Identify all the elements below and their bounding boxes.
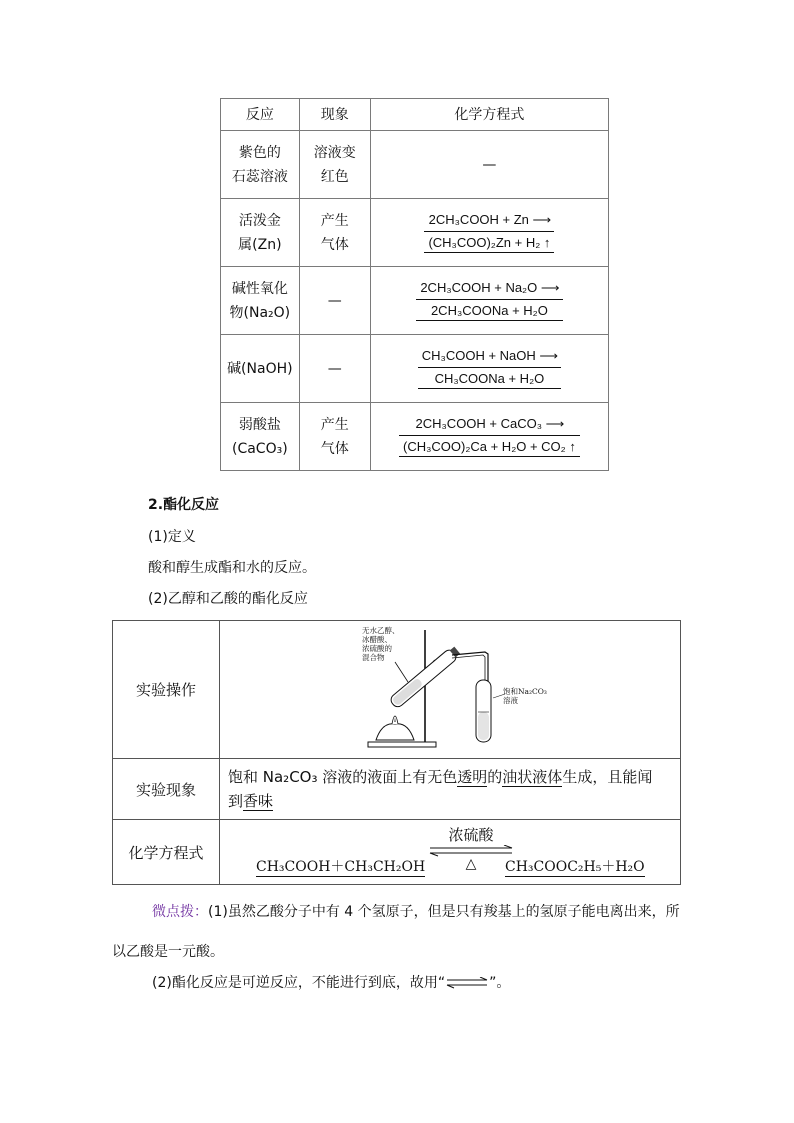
table-header-row bbox=[221, 99, 609, 131]
equation-products: CH₃COOC₂H₅＋H₂O bbox=[505, 856, 645, 877]
reaction-cell: 弱酸盐 (CaCO₃) bbox=[221, 403, 300, 471]
phenomenon-cell: 溶液变 红色 bbox=[299, 131, 370, 199]
heat-condition: △ bbox=[465, 856, 477, 872]
phenomenon-cell: — bbox=[299, 335, 370, 403]
table-row bbox=[221, 131, 609, 199]
chemical-equation: 2CH₃COOH + CaCO₃ ⟶ (CH₃COO)₂Ca + H₂O + CO₂ ↑ bbox=[399, 415, 580, 457]
equation-cell: — bbox=[370, 131, 608, 199]
diagram-label: 溶液 bbox=[503, 696, 518, 705]
esterification-equation-cell bbox=[220, 820, 681, 885]
catalyst-label: 浓硫酸 bbox=[448, 826, 494, 844]
table-row bbox=[113, 820, 681, 885]
chemical-equation: 2CH₃COOH + Na₂O ⟶ 2CH₃COONa + H₂O bbox=[416, 279, 562, 321]
header-phenomenon: 现象 bbox=[299, 99, 370, 131]
header-equation: 化学方程式 bbox=[370, 99, 608, 131]
diagram-label: 浓硫酸的 bbox=[362, 644, 392, 653]
table-row bbox=[221, 403, 609, 471]
header-reaction: 反应 bbox=[221, 99, 300, 131]
note-paragraph-2: (2)酯化反应是可逆反应，不能进行到底，故用“ ”。 bbox=[152, 975, 511, 991]
reversible-arrow-icon bbox=[445, 977, 489, 989]
reaction-cell: 碱(NaOH) bbox=[221, 335, 300, 403]
observation-cell: 饱和 Na₂CO₃ 溶液的液面上有无色透明的油状液体生成，且能闻 到香味 bbox=[220, 759, 681, 820]
table-row bbox=[113, 621, 681, 759]
reaction-cell: 活泼金 属(Zn) bbox=[221, 199, 300, 267]
definition-text: 酸和醇生成酯和水的反应。 bbox=[148, 560, 316, 576]
equation-cell bbox=[370, 199, 608, 267]
row-label-operation: 实验操作 bbox=[113, 621, 220, 759]
equation-cell bbox=[370, 267, 608, 335]
diagram-label: 冰醋酸、 bbox=[362, 635, 392, 644]
phenomenon-cell: 产生 气体 bbox=[299, 199, 370, 267]
chemical-equation: 2CH₃COOH + Zn ⟶ (CH₃COO)₂Zn + H₂ ↑ bbox=[424, 211, 554, 253]
table-row bbox=[113, 759, 681, 820]
subheading-definition: (1)定义 bbox=[148, 529, 196, 545]
esterification-table bbox=[112, 620, 681, 885]
apparatus-cell bbox=[220, 621, 681, 759]
equation-cell bbox=[370, 335, 608, 403]
diagram-label: 饱和Na₂CO₃ bbox=[503, 687, 547, 696]
phenomenon-cell: 产生 气体 bbox=[299, 403, 370, 471]
table-row bbox=[221, 267, 609, 335]
phenomenon-cell: — bbox=[299, 267, 370, 335]
table-row bbox=[221, 199, 609, 267]
table-row bbox=[221, 335, 609, 403]
section-heading: 2.酯化反应 bbox=[148, 497, 220, 513]
diagram-label: 无水乙醇、 bbox=[362, 626, 400, 635]
equation-reactants: CH₃COOH＋CH₃CH₂OH bbox=[256, 856, 425, 877]
apparatus-diagram bbox=[220, 622, 680, 757]
reaction-cell: 碱性氧化 物(Na₂O) bbox=[221, 267, 300, 335]
row-label-equation: 化学方程式 bbox=[113, 820, 220, 885]
note-paragraph-1: 微点拨：(1)虽然乙酸分子中有 4 个氢原子，但是只有羧基上的氢原子能电离出来，所以乙酸是一元酸。 bbox=[112, 904, 680, 960]
reaction-cell: 紫色的 石蕊溶液 bbox=[221, 131, 300, 199]
equation-cell bbox=[370, 403, 608, 471]
row-label-observation: 实验现象 bbox=[113, 759, 220, 820]
diagram-label: 混合物 bbox=[362, 653, 385, 662]
subheading-esterification: (2)乙醇和乙酸的酯化反应 bbox=[148, 591, 308, 607]
chemical-equation: CH₃COOH + NaOH ⟶ CH₃COONa + H₂O bbox=[418, 347, 561, 389]
acetic-acid-properties-table bbox=[220, 98, 609, 471]
